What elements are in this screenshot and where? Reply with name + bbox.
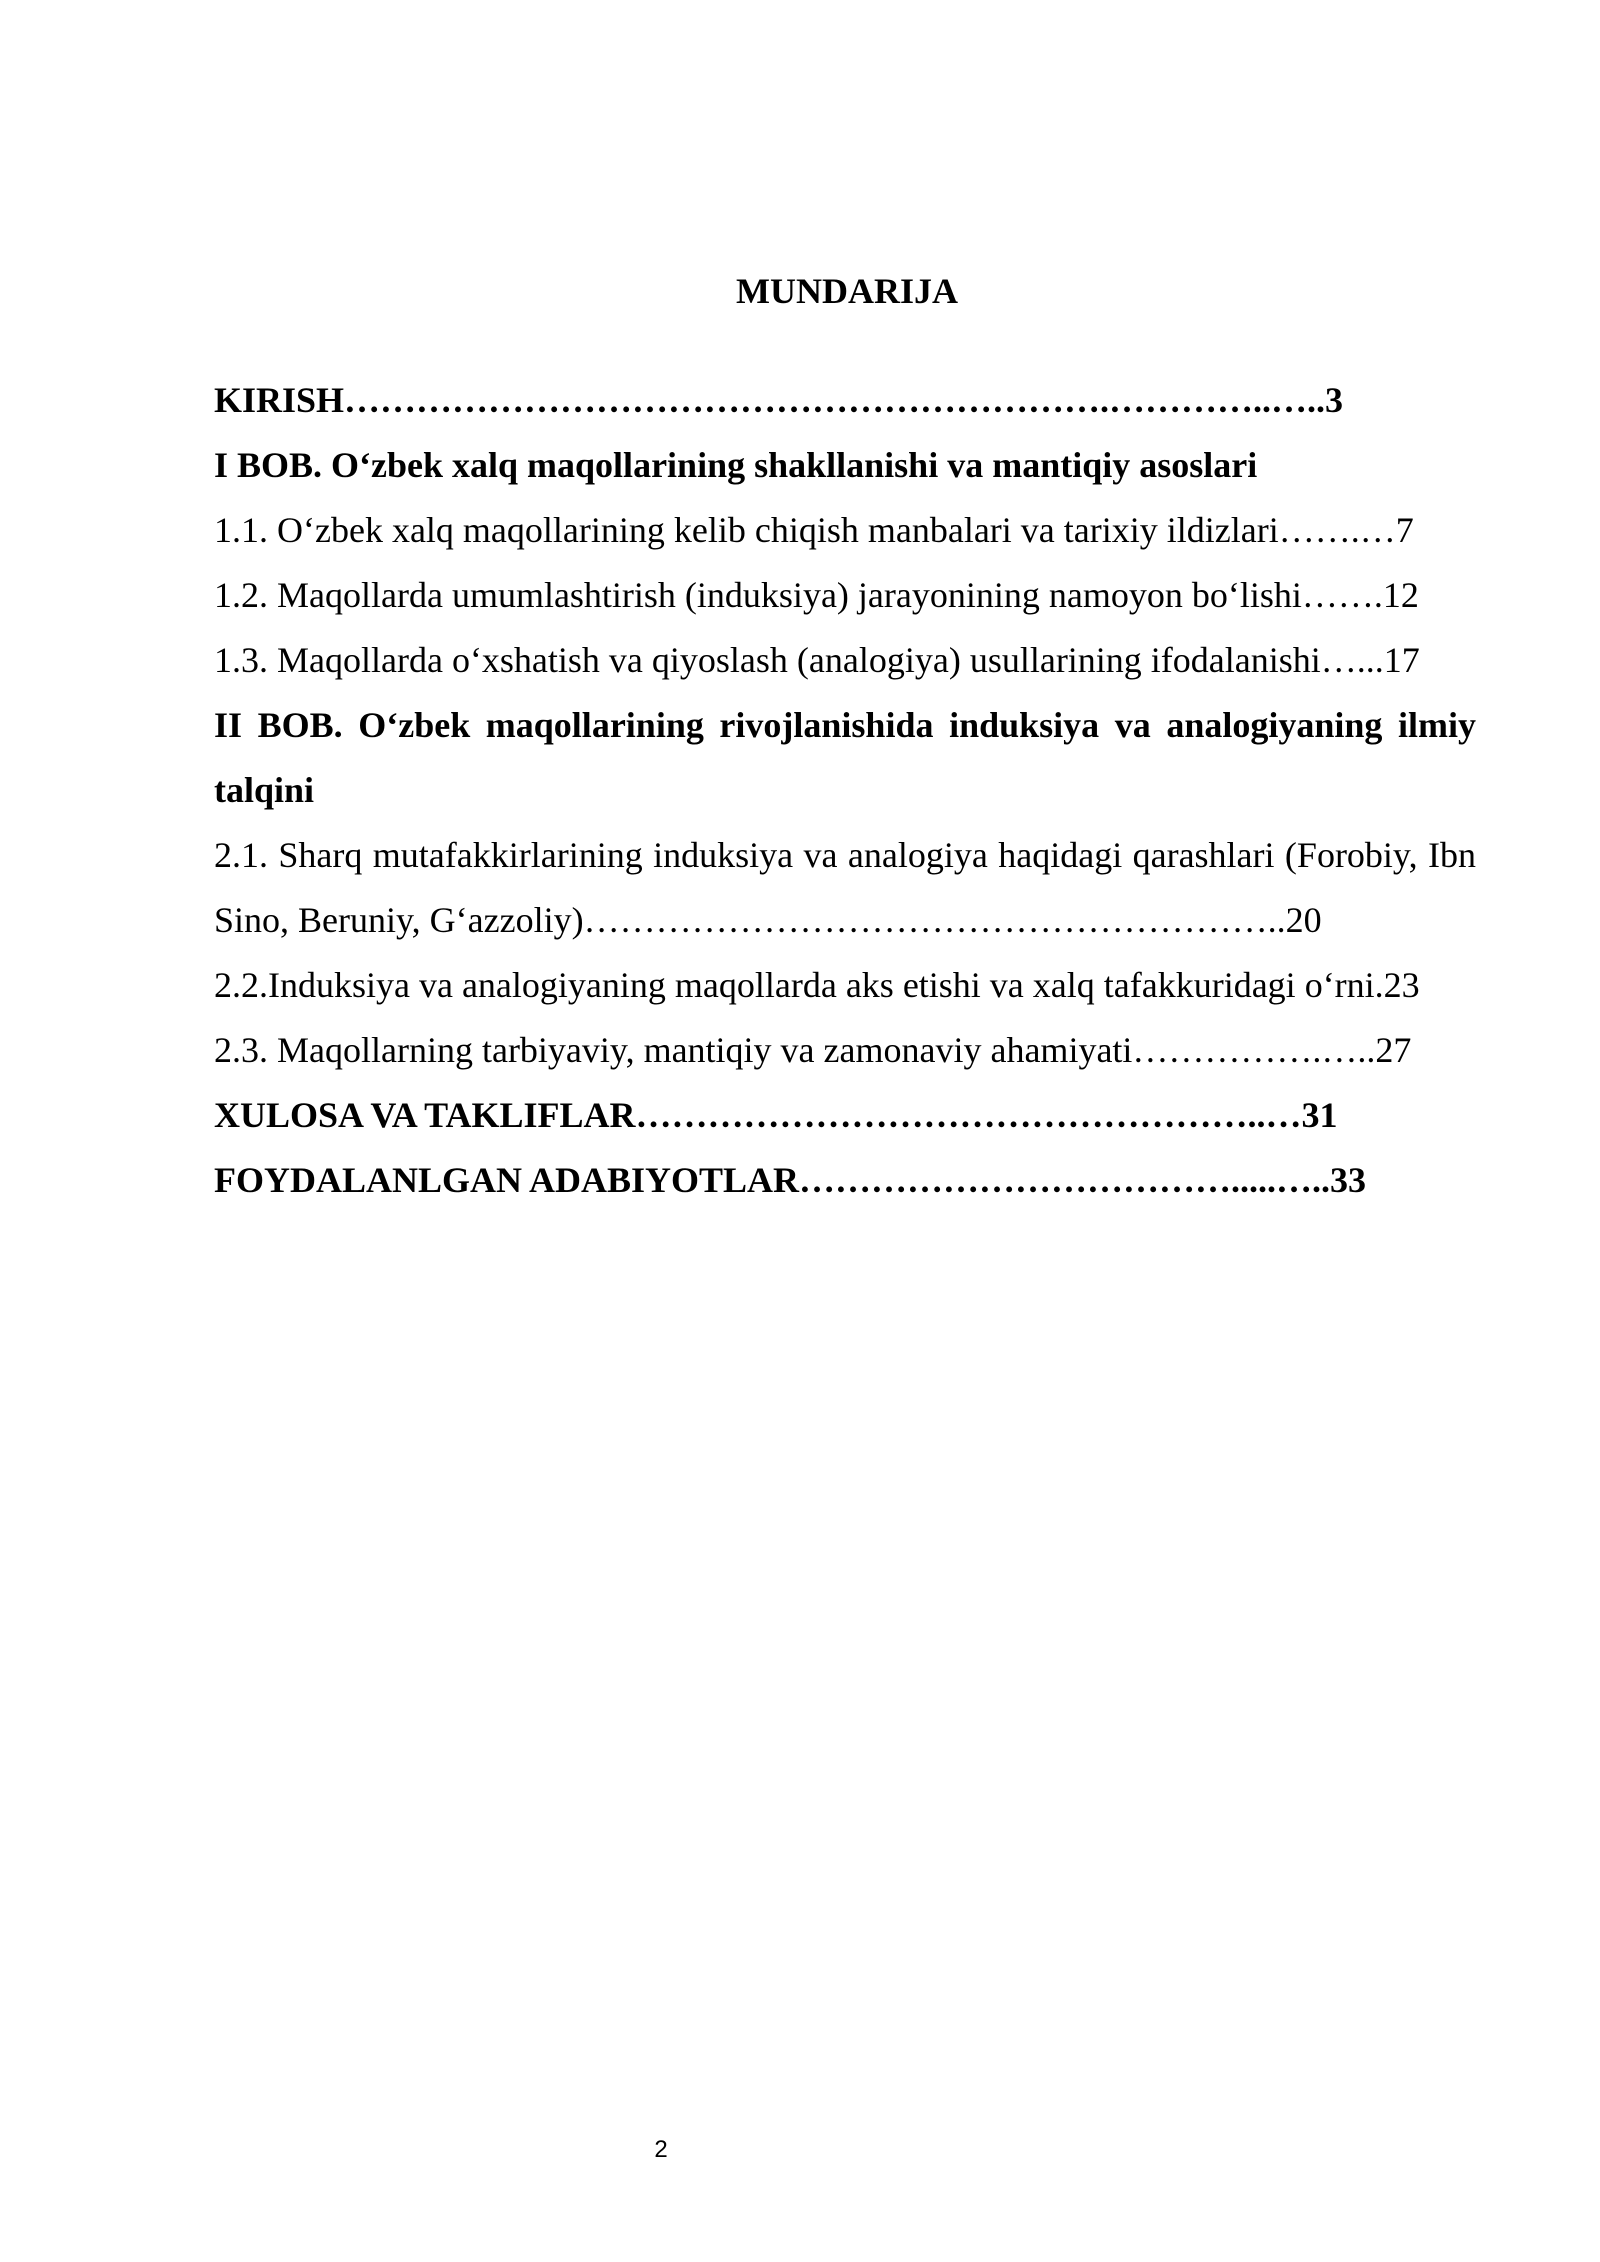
toc-chapter-2-title: II BOB. O‘zbek maqollarining rivojlanishida induksiya va analogiyaning ilmiy talqini — [214, 705, 1476, 810]
toc-chapter-1-title: I BOB. O‘zbek xalq maqollarining shakllanishi va mantiqiy asoslari — [214, 445, 1258, 485]
page-title: MUNDARIJA — [736, 271, 958, 311]
toc-entry-xulosa: XULOSA VA TAKLIFLAR……………………………………………..…31 — [214, 1095, 1338, 1135]
toc-entry-2-1: 2.1. Sharq mutafakkirlarining induksiya va analogiya haqidagi qarashlari (Forobiy, Ibn Sino, Beruniy, G‘azzoliy)…………………………………………………..20 — [214, 835, 1476, 940]
toc-entry-1-3: 1.3. Maqollarda o‘xshatish va qiyoslash (analogiya) usullarining ifodalanishi…...17 — [214, 640, 1420, 680]
toc-entry-2-2: 2.2.Induksiya va analogiyaning maqollarda aks etishi va xalq tafakkuridagi o‘rni.23 — [214, 965, 1420, 1005]
toc-entry-kirish: KIRISH……………………………………………………….…………..…..3 — [214, 380, 1344, 420]
toc-entry-adabiyotlar: FOYDALANLGAN ADABIYOTLAR……………………………….....…..33 — [214, 1160, 1367, 1200]
toc-entry-1-2: 1.2. Maqollarda umumlashtirish (induksiya) jarayonining namoyon bo‘lishi…….12 — [214, 575, 1419, 615]
toc-entry-1-1: 1.1. O‘zbek xalq maqollarining kelib chiqish manbalari va tarixiy ildizlari…….…7 — [214, 510, 1414, 550]
page-number: 2 — [654, 2136, 668, 2163]
toc-entry-2-3: 2.3. Maqollarning tarbiyaviy, mantiqiy va zamonaviy ahamiyati…………….…..27 — [214, 1030, 1412, 1070]
table-of-contents — [214, 368, 1476, 1213]
